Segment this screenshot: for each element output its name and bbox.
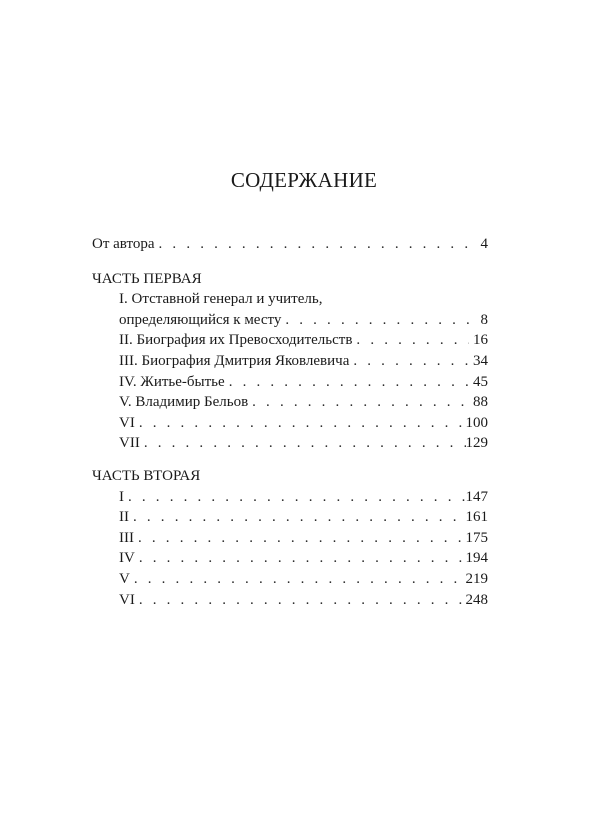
toc-entry-part1-ch1[interactable] <box>92 310 488 331</box>
toc-entry-preface[interactable] <box>92 234 488 255</box>
toc-entry-label: IV. Житье-бытье <box>119 373 225 390</box>
toc-entry-label: I <box>119 488 124 505</box>
dot-leader <box>139 590 466 611</box>
toc-entry-label: V <box>119 570 130 587</box>
dot-leader <box>252 392 469 413</box>
toc-entry-label: III. Биография Дмитрия Яковлевича <box>119 352 350 369</box>
toc-entry-label: II <box>119 509 129 526</box>
toc-entry-page: 4 <box>480 236 488 252</box>
toc-entry-part2-ch6[interactable] <box>92 590 488 611</box>
toc-entry-page: 88 <box>473 394 488 411</box>
toc-entry-label: II. Биография их Превосходительств <box>119 332 353 349</box>
dot-leader <box>138 528 466 549</box>
dot-leader <box>133 507 466 528</box>
part-two-heading: ЧАСТЬ ВТОРАЯ <box>92 467 201 484</box>
toc-entry-label: III <box>119 529 134 546</box>
toc-entry-page: 248 <box>465 591 488 608</box>
dot-leader <box>353 351 469 372</box>
toc-entry-label: VI <box>119 591 135 608</box>
toc-entry-label: VII <box>119 435 140 452</box>
toc-entry-label: определяющийся к месту <box>119 311 282 328</box>
toc-entry-page: 16 <box>473 332 488 349</box>
dot-leader <box>139 548 466 569</box>
dot-leader <box>229 372 469 393</box>
page-title: СОДЕРЖАНИЕ <box>230 168 378 192</box>
dot-leader <box>285 310 476 331</box>
toc-entry-page: 45 <box>473 373 488 390</box>
part-one-heading: ЧАСТЬ ПЕРВАЯ <box>92 270 202 287</box>
toc-entry-label: IV <box>119 550 135 567</box>
toc-entry-page: 8 <box>480 311 488 328</box>
dot-leader <box>144 433 466 454</box>
toc-entry-part2-ch5[interactable] <box>92 569 488 590</box>
toc-entry-label: От автора <box>92 236 155 252</box>
table-of-contents <box>92 234 488 610</box>
toc-entry-page: 161 <box>465 509 488 526</box>
dot-leader <box>139 413 466 434</box>
toc-entry-label: I. Отставной генерал и учитель, <box>119 291 323 308</box>
toc-entry-page: 129 <box>465 435 488 452</box>
toc-entry-part1-ch4[interactable] <box>92 372 488 393</box>
toc-entry-part2-ch2[interactable] <box>92 507 488 528</box>
toc-entry-part1-ch2[interactable] <box>92 330 488 351</box>
toc-entry-part1-ch7[interactable] <box>92 433 488 454</box>
dot-leader <box>134 569 466 590</box>
toc-entry-page: 147 <box>465 488 488 505</box>
toc-entry-part1-ch1-line1[interactable] <box>92 289 488 310</box>
toc-entry-part2-ch4[interactable] <box>92 548 488 569</box>
dot-leader <box>159 234 477 255</box>
toc-entry-page: 219 <box>465 570 488 587</box>
toc-entry-label: V. Владимир Бельов <box>119 394 249 411</box>
toc-entry-label: VI <box>119 414 135 431</box>
dot-leader <box>356 330 469 351</box>
toc-entry-part1-ch6[interactable] <box>92 413 488 434</box>
toc-entry-part2-ch3[interactable] <box>92 528 488 549</box>
toc-entry-page: 34 <box>473 352 488 369</box>
toc-entry-part2-ch1[interactable] <box>92 487 488 508</box>
toc-entry-page: 194 <box>465 550 488 567</box>
toc-entry-page: 175 <box>465 529 488 546</box>
dot-leader <box>128 487 466 508</box>
toc-entry-part1-ch5[interactable] <box>92 392 488 413</box>
toc-entry-page: 100 <box>465 414 488 431</box>
toc-entry-part1-ch3[interactable] <box>92 351 488 372</box>
